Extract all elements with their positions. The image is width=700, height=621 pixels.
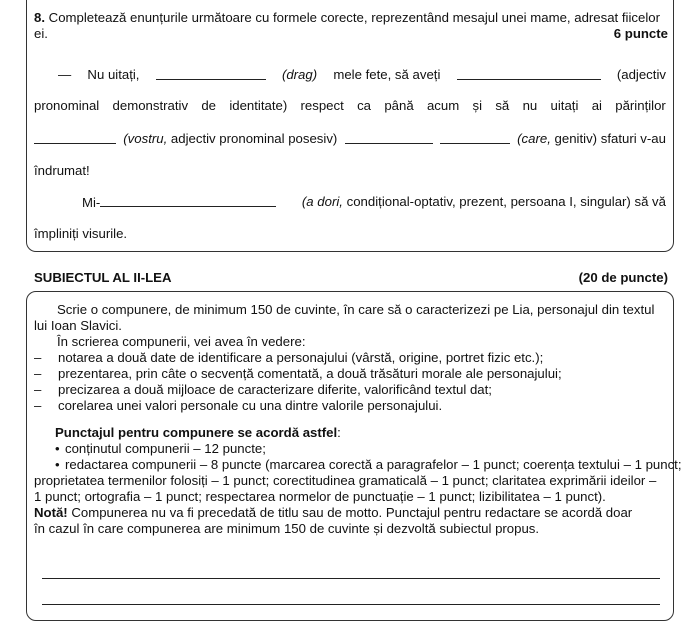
fill-line-2: pronominal demonstrativ de identitate) respect ca până acum și să nu uitați ai părinților bbox=[34, 98, 666, 113]
note-line: Notă! Compunerea nu va fi precedată de titlu sau de motto. Punctajul pentru redactare se acordă doar bbox=[34, 505, 633, 520]
exercise-number: 8. bbox=[34, 10, 45, 25]
hint-text: (care, bbox=[517, 131, 551, 146]
blank-field-6[interactable] bbox=[100, 194, 276, 207]
writing-line[interactable] bbox=[42, 578, 660, 579]
blank-field-4[interactable] bbox=[345, 131, 433, 144]
scoring-item: • redactarea compunerii – 8 puncte (marcarea corectă a paragrafelor – 1 punct; coerența textului – 1 punct; bbox=[55, 457, 682, 472]
blank-field-5[interactable] bbox=[440, 131, 510, 144]
hint-text: (a dori, bbox=[301, 194, 343, 209]
prompt-line-end: ei. bbox=[34, 26, 48, 41]
exercise-8-box bbox=[26, 0, 674, 252]
hint-text: (vostru, bbox=[123, 131, 168, 146]
criteria-item: – notarea a două date de identificare a personajului (vârstă, origine, portret fizic etc.); bbox=[34, 350, 544, 365]
blank-field-3[interactable] bbox=[34, 131, 116, 144]
fill-line-1 bbox=[34, 67, 666, 82]
task-line: lui Ioan Slavici. bbox=[34, 318, 122, 333]
criteria-intro: În scrierea compunerii, vei avea în vedere: bbox=[57, 334, 306, 349]
scoring-item: • conținutul compunerii – 12 puncte; bbox=[55, 441, 266, 456]
section-title: SUBIECTUL AL II-LEA bbox=[34, 270, 172, 285]
fill-line-4: îndrumat! bbox=[34, 163, 90, 178]
criteria-item: – prezentarea, prin câte o secvență comentată, a două trăsături morale ale personajului; bbox=[34, 366, 562, 381]
exercise-points: 6 puncte bbox=[613, 26, 668, 41]
text-segment: Nu uitați, bbox=[87, 67, 140, 82]
task-line: Scrie o compunere, de minimum 150 de cuvinte, în care să o caracterizezi pe Lia, personajul din textul bbox=[57, 302, 655, 317]
note-line: în cazul în care compunerea are minimum 150 de cuvinte și dezvoltă subiectul propus. bbox=[34, 521, 540, 536]
prompt-line: Completează enunțurile următoare cu formele corecte, reprezentând mesajul unei mame, adresat fiicelor bbox=[48, 10, 660, 25]
criteria-item: – precizarea a două mijloace de caracterizare diferite, valorificând textul dat; bbox=[34, 382, 492, 397]
note-label: Notă! bbox=[34, 505, 68, 520]
hint-text: (drag) bbox=[281, 67, 318, 82]
fill-line-6: împliniți visurile. bbox=[34, 226, 128, 241]
text-segment: mele fete, să aveți bbox=[333, 67, 441, 82]
fill-line-3: (vostru, adjectiv pronominal posesiv) (care, genitiv) sfaturi v-au bbox=[34, 131, 666, 146]
blank-field-2[interactable] bbox=[457, 67, 601, 80]
fill-line-5: Mi- (a dori, condițional-optativ, prezent, persoana I, singular) să vă bbox=[82, 194, 666, 210]
blank-field-1[interactable] bbox=[156, 67, 266, 80]
text-segment: (adjectiv bbox=[616, 67, 666, 82]
criteria-item: – corelarea unei valori personale cu una dintre valorile personajului. bbox=[34, 398, 443, 413]
scoring-continuation: 1 punct; ortografia – 1 punct; respectarea normelor de punctuație – 1 punct; lizibilitatea – 1 punct). bbox=[34, 489, 606, 504]
scoring-title: Punctajul pentru compunere se acordă astfel: bbox=[55, 425, 341, 440]
dash: — bbox=[58, 67, 72, 82]
scoring-continuation: proprietatea termenilor folosiți – 1 punct; corectitudinea gramaticală – 1 punct; claritatea exprimării ideilor – bbox=[34, 473, 657, 488]
exercise-8-prompt bbox=[34, 10, 660, 25]
writing-line[interactable] bbox=[42, 604, 660, 605]
section-points: (20 de puncte) bbox=[578, 270, 668, 285]
